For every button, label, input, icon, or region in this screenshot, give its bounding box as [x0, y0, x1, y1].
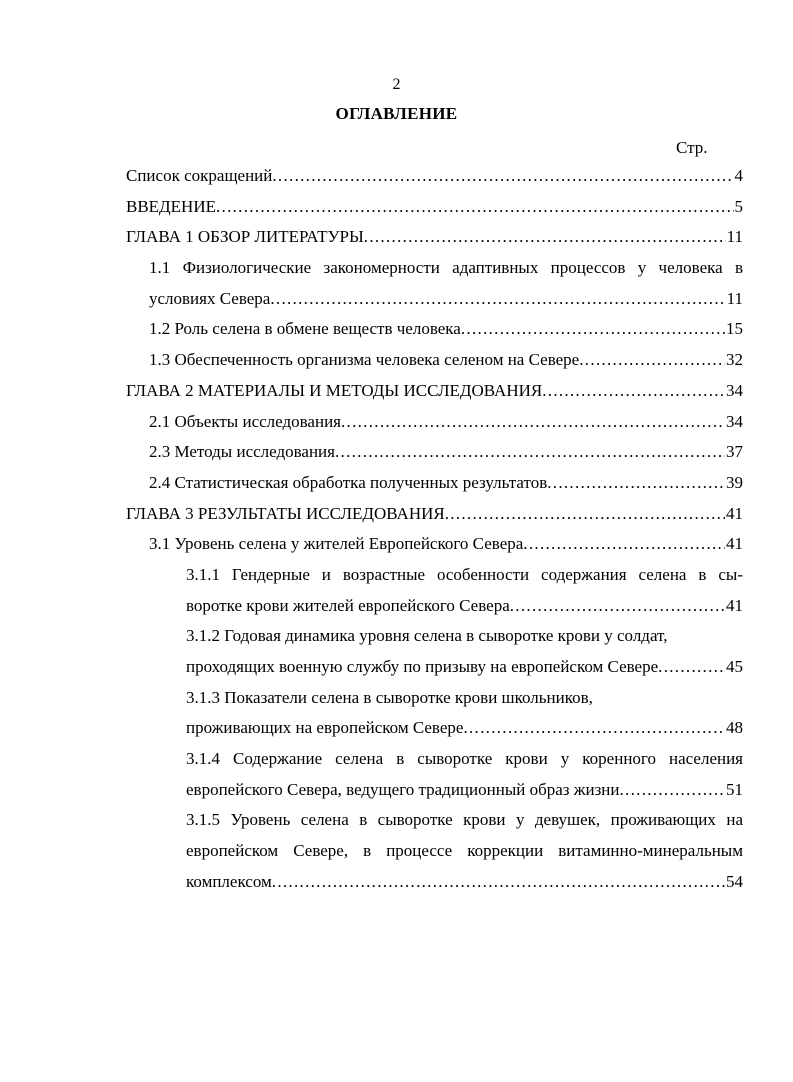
toc-entry-page: 4 — [734, 166, 743, 185]
toc-entry-page: 32 — [726, 350, 743, 370]
dot-leader — [542, 376, 725, 407]
toc-entry-title: ВВЕДЕНИЕ — [126, 196, 216, 216]
dot-leader — [620, 775, 726, 806]
dot-leader — [461, 314, 725, 345]
dot-leader — [547, 468, 725, 499]
toc-entry-3-1-5-line2[interactable]: европейском Севере, в процессе коррекции витаминно-минеральным — [186, 841, 743, 861]
toc-entry-title: проходящих военную службу по призыву на европейском Севере — [186, 657, 659, 676]
toc-entry-abbreviations[interactable] — [126, 161, 743, 192]
toc-entry-page: 41 — [726, 534, 743, 554]
toc-entry-introduction[interactable] — [126, 192, 743, 223]
dot-leader — [364, 222, 726, 253]
page-title: ОГЛАВЛЕНИЕ — [335, 104, 458, 123]
toc-entry-title: 3.1 Уровень селена у жителей Европейского Севера — [149, 534, 524, 554]
dot-leader — [341, 407, 725, 438]
toc-entry-title: комплексом — [186, 871, 272, 891]
toc-entry-title: 1.2 Роль селена в обмене веществ человека — [149, 319, 461, 339]
page-column-label: Стр. — [676, 138, 708, 157]
toc-entry-page: 5 — [734, 196, 743, 216]
toc-entry-title: Список сокращений — [126, 166, 273, 185]
dot-leader — [510, 591, 725, 622]
toc-entry-page: 41 — [726, 595, 743, 615]
toc-entry-page: 54 — [726, 871, 743, 891]
dot-leader — [523, 529, 725, 560]
toc-entry-title: условиях Севера — [149, 288, 271, 308]
toc-entry-3-1-2[interactable] — [186, 652, 743, 683]
table-of-contents — [0, 161, 793, 898]
toc-entry-3-1-1-line1[interactable]: 3.1.1 Гендерные и возрастные особенности содержания селена в сы- — [186, 564, 743, 584]
toc-entry-page: 39 — [726, 472, 743, 492]
toc-entry-title: 2.4 Статистическая обработка полученных результатов — [149, 472, 548, 492]
dot-leader — [272, 161, 733, 192]
dot-leader — [335, 437, 725, 468]
toc-entry-3-1-1[interactable] — [186, 591, 743, 622]
toc-entry-1-1[interactable] — [149, 284, 743, 315]
toc-entry-page: 11 — [726, 227, 743, 247]
toc-entry-page: 11 — [726, 288, 743, 308]
toc-entry-3-1-3[interactable] — [186, 713, 743, 744]
toc-entry-page: 37 — [726, 442, 743, 462]
page-number: 2 — [392, 76, 401, 93]
toc-entry-2-1[interactable] — [149, 407, 743, 438]
toc-entry-page: 34 — [726, 411, 743, 431]
toc-entry-3-1-3-line1[interactable]: 3.1.3 Показатели селена в сыворотке крови школьников, — [186, 687, 593, 707]
toc-entry-title: проживающих на европейском Севере — [186, 718, 464, 738]
toc-entry-title: ГЛАВА 3 РЕЗУЛЬТАТЫ ИССЛЕДОВАНИЯ — [126, 503, 445, 523]
toc-entry-3-1[interactable] — [149, 529, 743, 560]
toc-entry-title: ГЛАВА 1 ОБЗОР ЛИТЕРАТУРЫ — [126, 227, 364, 247]
toc-entry-title: ГЛАВА 2 МАТЕРИАЛЫ И МЕТОДЫ ИССЛЕДОВАНИЯ — [126, 380, 543, 400]
toc-entry-page: 45 — [726, 657, 743, 676]
dot-leader — [445, 499, 725, 530]
toc-entry-1-3[interactable] — [149, 345, 743, 376]
toc-entry-2-3[interactable] — [149, 437, 743, 468]
toc-entry-chapter-2[interactable] — [126, 376, 743, 407]
toc-entry-page: 41 — [726, 503, 743, 523]
dot-leader — [216, 192, 734, 223]
toc-entry-3-1-2-line1[interactable]: 3.1.2 Годовая динамика уровня селена в сыворотке крови у солдат, — [186, 626, 668, 646]
dot-leader — [579, 345, 725, 376]
toc-entry-title: европейского Севера, ведущего традиционный образ жизни — [186, 779, 620, 799]
dot-leader — [272, 867, 725, 898]
dot-leader — [658, 652, 725, 683]
toc-entry-3-1-4[interactable] — [186, 775, 743, 806]
dot-leader — [463, 713, 725, 744]
toc-entry-page: 48 — [726, 718, 743, 738]
toc-entry-3-1-5[interactable] — [186, 867, 743, 898]
toc-entry-page: 15 — [726, 319, 743, 339]
toc-entry-1-2[interactable] — [149, 314, 743, 345]
toc-entry-page: 34 — [726, 380, 743, 400]
toc-entry-title: воротке крови жителей европейского Севера — [186, 595, 510, 615]
dot-leader — [270, 284, 725, 315]
toc-entry-1-1-line1[interactable]: 1.1 Физиологические закономерности адаптивных процессов у человека в — [149, 258, 743, 278]
toc-entry-3-1-5-line1[interactable]: 3.1.5 Уровень селена в сыворотке крови у девушек, проживающих на — [186, 810, 743, 830]
toc-entry-page: 51 — [726, 779, 743, 799]
toc-entry-title: 2.1 Объекты исследования — [149, 411, 341, 431]
toc-entry-2-4[interactable] — [149, 468, 743, 499]
toc-entry-title: 2.3 Методы исследования — [149, 442, 335, 462]
toc-entry-chapter-1[interactable] — [126, 222, 743, 253]
toc-entry-chapter-3[interactable] — [126, 499, 743, 530]
toc-entry-3-1-4-line1[interactable]: 3.1.4 Содержание селена в сыворотке крови у коренного населения — [186, 749, 743, 769]
toc-entry-title: 1.3 Обеспеченность организма человека селеном на Севере — [149, 350, 580, 370]
